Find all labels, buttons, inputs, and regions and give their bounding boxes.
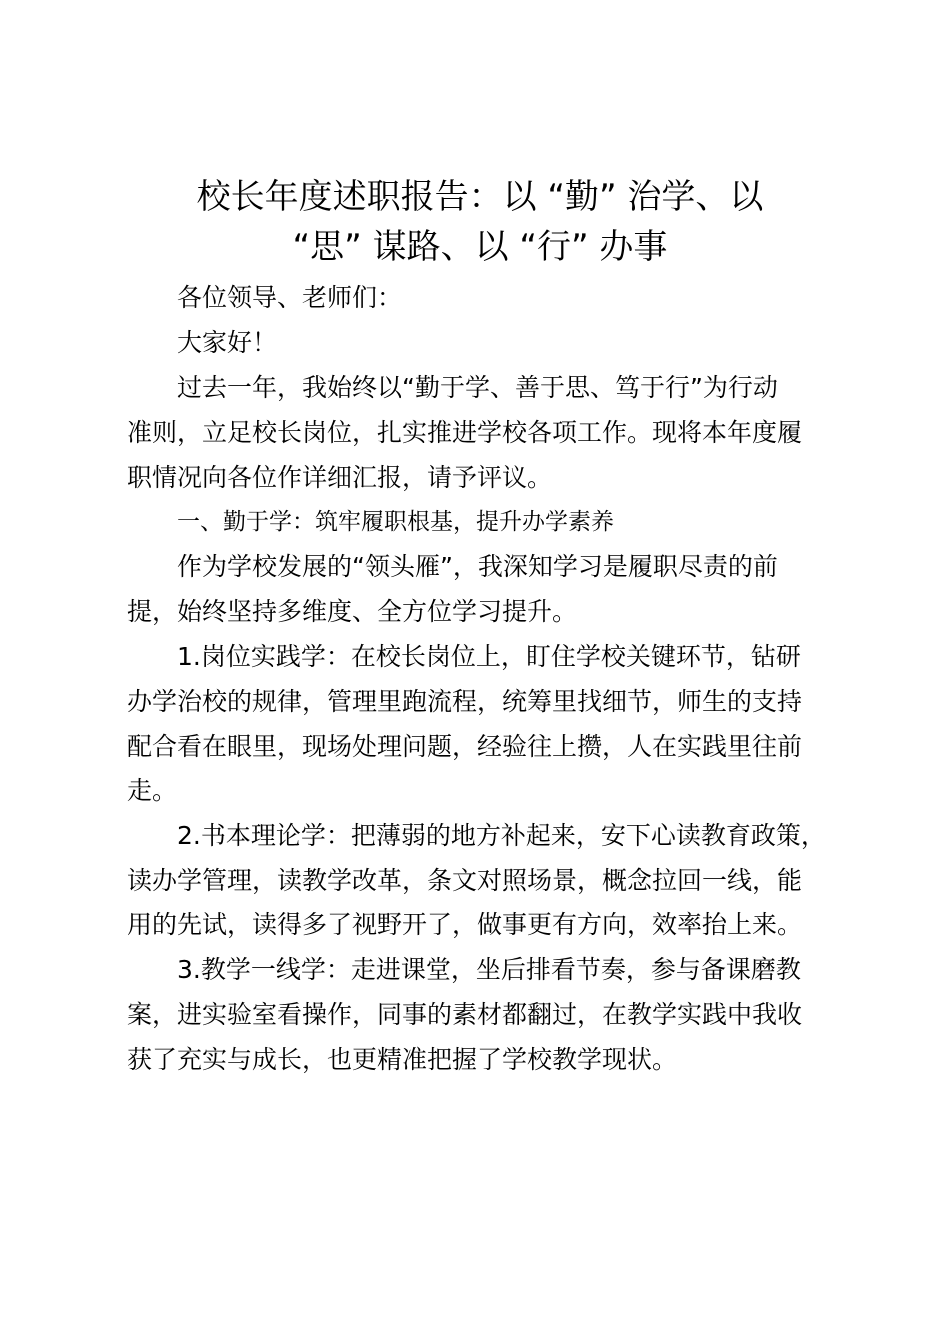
salutation: 各位领导、老师们： bbox=[177, 283, 403, 312]
section-heading: 一、勤于学：筑牢履职根基，提升办学素养 bbox=[177, 509, 614, 535]
paragraph-line: 配合看在眼里，现场处理问题，经验往上攒，人在实践里往前 bbox=[127, 732, 803, 761]
paragraph-line: 2.书本理论学：把薄弱的地方补起来，安下心读教育政策， bbox=[177, 821, 826, 850]
paragraph-line: 提，始终坚持多维度、全方位学习提升。 bbox=[127, 597, 578, 626]
paragraph-line: 案，进实验室看操作，同事的素材都翻过，在教学实践中我收 bbox=[127, 1000, 803, 1029]
paragraph-line: 获了充实与成长，也更精准把握了学校教学现状。 bbox=[127, 1045, 678, 1074]
paragraph-line: 办学治校的规律，管理里跑流程，统筹里找细节，师生的支持 bbox=[127, 687, 803, 716]
paragraph-line: 3.教学一线学：走进课堂，坐后排看节奏，参与备课磨教 bbox=[177, 955, 801, 984]
paragraph-line: 读办学管理，读教学改革，条文对照场景，概念拉回一线，能 bbox=[127, 866, 803, 895]
paragraph-line: 准则，立足校长岗位，扎实推进学校各项工作。现将本年度履 bbox=[127, 418, 803, 447]
paragraph-line: 过去一年，我始终以“勤于学、善于思、笃于行”为行动 bbox=[177, 373, 778, 402]
paragraph-line: 职情况向各位作详细汇报，请予评议。 bbox=[127, 463, 553, 492]
document-title-line-2: “思” 谋路、以 “行” 办事 bbox=[292, 227, 668, 267]
paragraph-line: 走。 bbox=[127, 776, 178, 805]
document-title-line-1: 校长年度述职报告：以 “勤” 治学、以 bbox=[196, 177, 764, 217]
paragraph-line: 1.岗位实践学：在校长岗位上，盯住学校关键环节，钻研 bbox=[177, 642, 801, 671]
paragraph-line: 用的先试，读得多了视野开了，做事更有方向，效率抬上来。 bbox=[127, 910, 803, 939]
greeting: 大家好！ bbox=[177, 328, 278, 357]
paragraph-line: 作为学校发展的“领头雁”，我深知学习是履职尽责的前 bbox=[177, 552, 778, 581]
